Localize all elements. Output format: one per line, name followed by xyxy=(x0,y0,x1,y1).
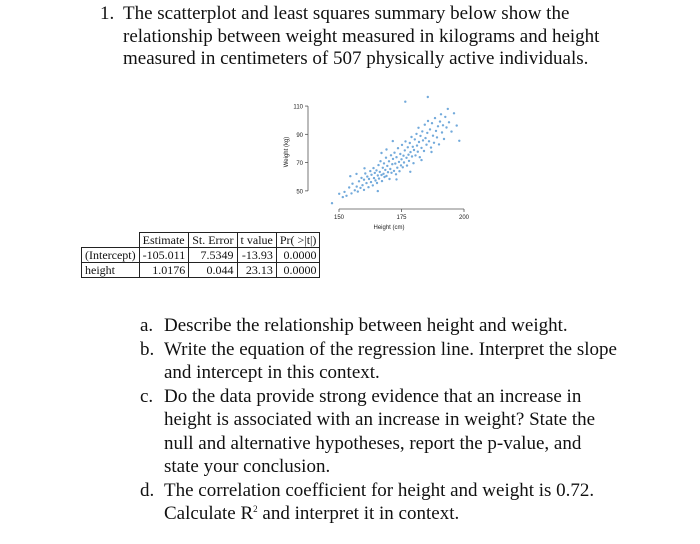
data-point xyxy=(395,173,397,175)
row-p-value: 0.0000 xyxy=(276,248,320,263)
data-point xyxy=(405,157,407,159)
data-point xyxy=(385,175,387,177)
data-point xyxy=(428,140,430,142)
data-point xyxy=(370,174,372,176)
data-point xyxy=(358,180,360,182)
header-p-value: Pr( >|t|) xyxy=(276,233,320,248)
data-point xyxy=(430,151,432,153)
data-point xyxy=(390,154,392,156)
data-point xyxy=(419,156,421,158)
question-letter: c. xyxy=(140,385,154,407)
y-axis-label: Weight (kg) xyxy=(284,136,290,168)
data-point xyxy=(374,179,376,181)
data-point xyxy=(445,126,447,128)
question-c xyxy=(140,385,620,479)
x-axis-label: Height (cm) xyxy=(373,225,405,231)
points-layer xyxy=(331,96,461,205)
data-point xyxy=(418,141,420,143)
x-tick-label: 175 xyxy=(396,215,407,221)
data-point xyxy=(387,171,389,173)
problem-number: 1. xyxy=(100,3,115,24)
data-point xyxy=(388,178,390,180)
table-row xyxy=(82,248,320,263)
data-point xyxy=(382,173,384,175)
data-point xyxy=(388,160,390,162)
question-text: Do the data provide strong evidence that an increase in height is associated with an increase in weight? State the null and alternative hypotheses, report the p-value, and state your conclusion. xyxy=(164,385,596,477)
data-point xyxy=(368,178,370,180)
x-tick-label: 200 xyxy=(458,215,470,221)
data-point xyxy=(427,96,429,98)
data-point xyxy=(356,185,358,187)
header-t-value: t value xyxy=(237,233,276,248)
data-point xyxy=(365,182,367,184)
data-point xyxy=(412,146,414,148)
data-point xyxy=(384,169,386,171)
question-letter: d. xyxy=(140,479,155,501)
data-point xyxy=(453,112,455,114)
data-point xyxy=(400,158,402,160)
data-point xyxy=(379,160,381,162)
row-estimate: -105.011 xyxy=(139,248,189,263)
data-point xyxy=(402,166,404,168)
data-point xyxy=(403,161,405,163)
data-point xyxy=(392,158,394,160)
data-point xyxy=(448,121,450,123)
problem-intro-text: The scatterplot and least squares summary below show the relationship between weight measured in kilograms and height measured in centimeters of 507 physically active individuals. xyxy=(123,3,600,69)
row-term: (Intercept) xyxy=(82,248,140,263)
data-point xyxy=(443,138,445,140)
data-point xyxy=(400,164,402,166)
data-point xyxy=(398,161,400,163)
data-point xyxy=(382,167,384,169)
data-point xyxy=(379,171,381,173)
data-point xyxy=(409,171,411,173)
data-point xyxy=(423,150,425,152)
data-point xyxy=(447,108,449,110)
header-std-error: St. Error xyxy=(189,233,237,248)
data-point xyxy=(389,168,391,170)
question-letter: a. xyxy=(140,315,154,336)
question-text-before: The correlation coefficient for height and weight is 0.72. Calculate R xyxy=(164,479,595,524)
data-point xyxy=(349,175,351,177)
data-point xyxy=(380,174,382,176)
table-header-row xyxy=(82,233,320,248)
y-tick-label: 50 xyxy=(296,189,303,196)
data-point xyxy=(363,189,365,191)
question-d xyxy=(140,479,620,526)
data-point xyxy=(420,147,422,149)
data-point xyxy=(444,116,446,118)
data-point xyxy=(424,137,426,139)
data-point xyxy=(383,162,385,164)
data-point xyxy=(439,120,441,122)
data-point xyxy=(372,167,374,169)
regression-summary-table xyxy=(81,232,320,278)
data-point xyxy=(422,139,424,141)
data-point xyxy=(396,167,398,169)
question-b xyxy=(140,338,620,385)
data-point xyxy=(351,183,353,185)
data-point xyxy=(414,138,416,140)
data-point xyxy=(399,153,401,155)
data-point xyxy=(331,202,333,204)
data-point xyxy=(372,184,374,186)
question-text-after: and interpret it in context. xyxy=(262,503,460,524)
data-point xyxy=(385,157,387,159)
data-point xyxy=(417,151,419,153)
data-point xyxy=(442,124,444,126)
data-point xyxy=(393,152,395,154)
data-point xyxy=(441,131,443,133)
data-point xyxy=(406,164,408,166)
data-point xyxy=(397,147,399,149)
row-std-error: 0.044 xyxy=(189,263,237,278)
data-point xyxy=(411,155,413,157)
data-point xyxy=(434,117,436,119)
data-point xyxy=(456,124,458,126)
data-point xyxy=(419,135,421,137)
data-point xyxy=(404,149,406,151)
data-point xyxy=(367,186,369,188)
data-point xyxy=(355,173,357,175)
row-t-value: 23.13 xyxy=(237,263,276,278)
row-term: height xyxy=(82,263,140,278)
question-text: Describe the relationship between height and weight. xyxy=(164,315,568,336)
data-point xyxy=(390,172,392,174)
header-estimate: Estimate xyxy=(139,233,189,248)
data-point xyxy=(414,154,416,156)
data-point xyxy=(354,189,356,191)
data-point xyxy=(413,149,415,151)
data-point xyxy=(357,190,359,192)
problem-intro xyxy=(100,3,660,71)
data-point xyxy=(363,179,365,181)
data-point xyxy=(377,164,379,166)
data-point xyxy=(407,154,409,156)
data-point xyxy=(363,167,365,169)
data-point xyxy=(424,124,426,126)
data-point xyxy=(401,144,403,146)
data-point xyxy=(394,162,396,164)
data-point xyxy=(437,125,439,127)
data-point xyxy=(436,136,438,138)
scatterplot xyxy=(268,95,468,235)
data-point xyxy=(435,130,437,132)
r-squared-superscript: 2 xyxy=(253,504,258,514)
data-point xyxy=(361,184,363,186)
data-point xyxy=(426,132,428,134)
data-point xyxy=(393,170,395,172)
data-point xyxy=(410,136,412,138)
data-point xyxy=(402,155,404,157)
row-p-value: 0.0000 xyxy=(276,263,320,278)
data-point xyxy=(398,170,400,172)
data-point xyxy=(380,152,382,154)
data-point xyxy=(350,192,352,194)
data-point xyxy=(420,159,422,161)
data-point xyxy=(386,165,388,167)
data-point xyxy=(385,148,387,150)
data-point xyxy=(421,130,423,132)
data-point xyxy=(373,177,375,179)
question-a xyxy=(140,314,620,338)
question-letter: b. xyxy=(140,338,155,360)
data-point xyxy=(377,174,379,176)
y-tick-label: 70 xyxy=(296,161,303,168)
data-point xyxy=(427,120,429,122)
row-estimate: 1.0176 xyxy=(139,263,189,278)
data-point xyxy=(348,186,350,188)
data-point xyxy=(342,196,344,198)
data-point xyxy=(450,130,452,132)
data-point xyxy=(369,170,371,172)
y-tick-label: 90 xyxy=(296,132,303,139)
data-point xyxy=(440,113,442,115)
data-point xyxy=(395,156,397,158)
data-point xyxy=(378,177,380,179)
data-point xyxy=(438,143,440,145)
data-point xyxy=(381,180,383,182)
data-point xyxy=(433,142,435,144)
data-point xyxy=(366,175,368,177)
header-spacer xyxy=(82,233,140,248)
data-point xyxy=(338,193,340,195)
data-point xyxy=(408,160,410,162)
data-point xyxy=(416,144,418,146)
data-point xyxy=(395,178,397,180)
table-row xyxy=(82,263,320,278)
question-list xyxy=(140,314,620,526)
data-point xyxy=(458,140,460,142)
data-point xyxy=(404,101,406,103)
data-point xyxy=(370,181,372,183)
data-point xyxy=(417,127,419,129)
scatterplot-svg xyxy=(268,95,468,230)
data-point xyxy=(392,140,394,142)
data-point xyxy=(429,128,431,130)
data-point xyxy=(432,135,434,137)
data-point xyxy=(360,177,362,179)
data-point xyxy=(409,142,411,144)
row-std-error: 7.5349 xyxy=(189,248,237,263)
row-t-value: -13.93 xyxy=(237,248,276,263)
data-point xyxy=(391,163,393,165)
data-point xyxy=(409,151,411,153)
axes xyxy=(284,105,470,231)
data-point xyxy=(375,169,377,171)
data-point xyxy=(359,187,361,189)
data-point xyxy=(425,144,427,146)
question-text: Write the equation of the regression line. Interpret the slope and intercept in this context. xyxy=(164,338,617,383)
data-point xyxy=(415,133,417,135)
data-point xyxy=(412,162,414,164)
data-point xyxy=(377,190,379,192)
data-point xyxy=(376,182,378,184)
data-point xyxy=(374,172,376,174)
data-point xyxy=(430,146,432,148)
data-point xyxy=(364,172,366,174)
data-point xyxy=(431,122,433,124)
y-tick-label: 110 xyxy=(293,104,303,111)
x-tick-label: 150 xyxy=(333,215,345,221)
data-point xyxy=(404,140,406,142)
data-point xyxy=(407,146,409,148)
data-point xyxy=(345,195,347,197)
data-point xyxy=(343,191,345,193)
